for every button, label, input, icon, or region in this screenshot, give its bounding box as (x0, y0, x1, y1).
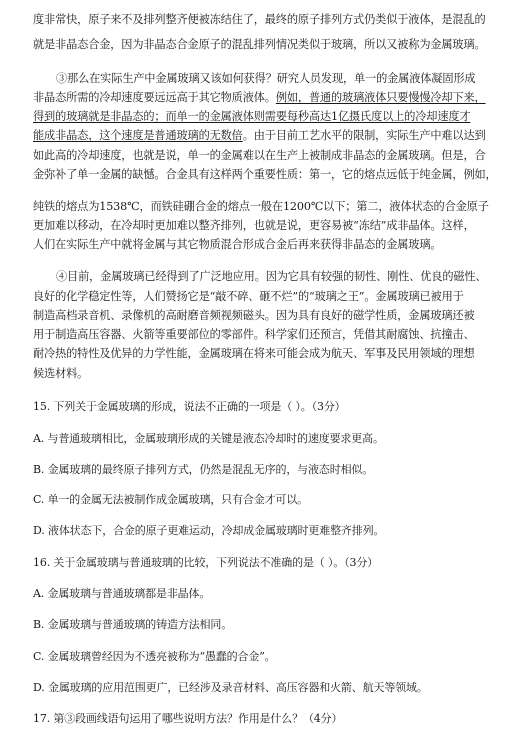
paragraph-3-text: 非晶态所需的冷却速度要远远高于其它物质液体。 (33, 91, 276, 104)
paragraph-4-line-2: 良好的化学稳定性等，人们赞扬它是“敲不碎、砸不烂”的“玻璃之王”。金属玻璃已被用于 (33, 290, 464, 303)
question-16-option-c: C. 金属玻璃曾经因为不透亮被称为“愚蠢的合金”。 (33, 650, 276, 663)
question-16-option-b: B. 金属玻璃与普通玻璃的铸造方法相同。 (33, 618, 233, 631)
question-16-option-a: A. 金属玻璃与普通玻璃都是非晶体。 (33, 587, 211, 600)
question-15-option-d: D. 液体状态下，合金的原子更难运动，冷却成金属玻璃时更难整齐排列。 (33, 524, 385, 537)
question-16-stem: 16. 关于金属玻璃与普通玻璃的比较，下列说法不准确的是（ ）。（3分） (33, 556, 379, 569)
paragraph-3-line-4 (33, 128, 506, 144)
paragraph-4-line-4: 用于制造高压容器、火箭等重要部位的零部件。科学家们还预言，凭借其耐腐蚀、抗撞击、 (33, 328, 475, 341)
paragraph-3-line-1: ③那么在实际生产中金属玻璃又该如何获得？研究人员发现，单一的金属液体凝固形成 (56, 72, 476, 85)
question-16-option-d: D. 金属玻璃的应用范围更广，已经涉及录音材料、高压容器和火箭、航天等领域。 (33, 681, 428, 694)
paragraph-3-line-2 (33, 90, 506, 106)
question-15-option-a: A. 与普通玻璃相比，金属玻璃形成的关键是液态冷却时的速度要求更高。 (33, 432, 384, 445)
paragraph-3-line-8: 更加难以移动，在冷却时更加难以整齐排列，也就是说，更容易被“冻结”成非晶体。这样， (33, 219, 475, 232)
paragraph-3-line-3 (33, 109, 506, 125)
question-15-option-c: C. 单一的金属无法被制作成金属玻璃，只有合金才可以。 (33, 493, 308, 506)
paragraph-4-line-6: 候选材料。 (33, 367, 89, 380)
paragraph-2-line-2: 就是非晶态合金，因为非晶态合金原子的混乱排列情况类似于玻璃，所以又被称为金属玻璃。 (33, 38, 486, 51)
paragraph-3-line-5: 如此高的冷却速度，也就是说，单一的金属难以在生产上被制成非晶态的金属玻璃。但是，合 (33, 149, 486, 162)
paragraph-2-line-1: 度非常快，原子来不及排列整齐便被冻结住了，最终的原子排列方式仍类似于液体，是混乱的 (33, 13, 486, 26)
paragraph-3-line-7: 纯铁的熔点为1538℃，而铁硅硼合金的熔点一般在1200℃以下；第二，液体状态的合金原子 (33, 200, 489, 213)
paragraph-3-line-6: 金弥补了单一金属的缺憾。合金具有这样两个重要性质：第一，它的熔点远低于纯金属，例如， (33, 168, 497, 181)
question-15-stem: 15. 下列关于金属玻璃的形成，说法不正确的一项是（ ）。（3分） (33, 400, 346, 413)
paragraph-4-line-5: 耐冷热的特性及优异的力学性能，金属玻璃在将来可能会成为航天、军事及民用领域的理想 (33, 347, 475, 360)
underlined-sentence: 得到的玻璃就是非晶态的；而单一的金属液体则需要每秒高达1亿摄氏度以上的冷却速度才 (33, 110, 471, 123)
underlined-sentence: 能成非晶态，这个速度是普通玻璃的无数倍 (33, 129, 243, 142)
underlined-sentence: 例如，普通的玻璃液体只要慢慢冷却下来， (275, 91, 486, 104)
paragraph-4-line-3: 制造高档录音机、录像机的高耐磨音频视频磁头。因为具有良好的磁学性质，金属玻璃还被 (33, 309, 475, 322)
paragraph-3-line-9: 人们在实际生产中就将金属与其它物质混合形成合金后再来获得非晶态的金属玻璃。 (33, 238, 442, 251)
paragraph-3-text: 。由于目前工艺水平的限制，实际生产中难以达到 (242, 129, 486, 142)
question-15-option-b: B. 金属玻璃的最终原子排列方式，仍然是混乱无序的，与液态时相似。 (33, 463, 374, 476)
paragraph-4-line-1: ④目前，金属玻璃已经得到了广泛地应用。因为它具有较强的韧性、刚性、优良的磁性、 (56, 270, 487, 283)
question-17-stem: 17. 第③段画线语句运用了哪些说明方法？作用是什么？（4分） (33, 712, 343, 725)
